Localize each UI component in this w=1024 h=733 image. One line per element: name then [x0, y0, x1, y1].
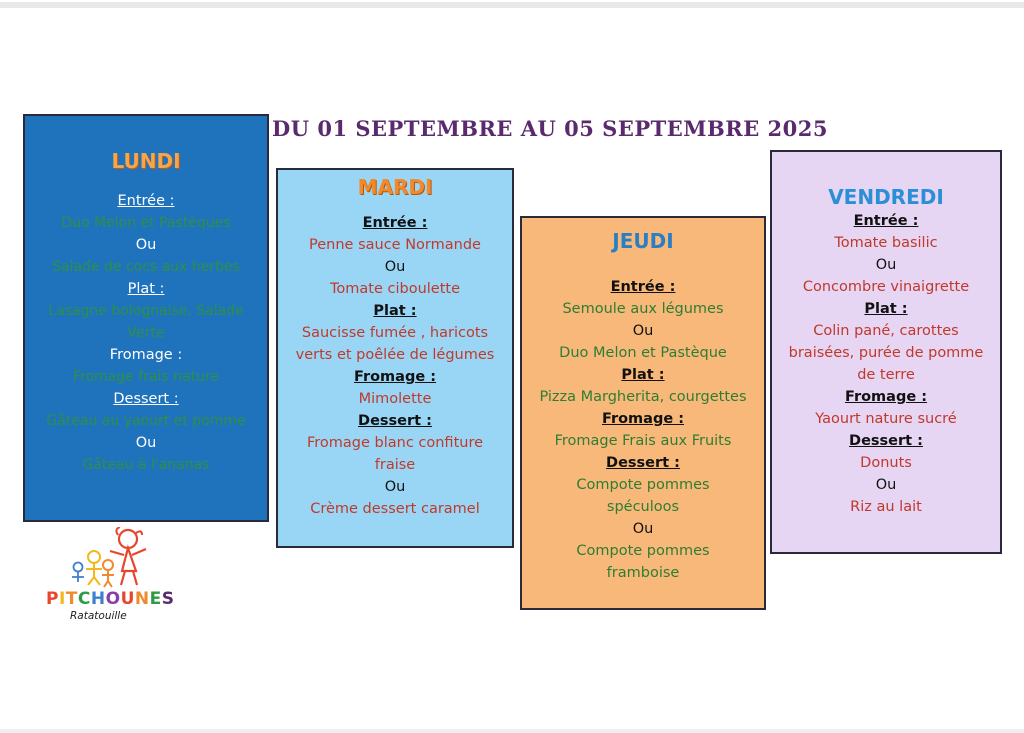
- dessert-label: Dessert :: [606, 455, 680, 471]
- day-name: LUNDI: [111, 149, 181, 173]
- dessert-item: spéculoos: [606, 499, 680, 515]
- or-separator: Ou: [632, 323, 654, 339]
- dessert-item: fraise: [374, 457, 416, 473]
- entree-label: Entrée :: [117, 193, 175, 209]
- plat-label: Plat :: [127, 281, 165, 297]
- dessert-item: framboise: [606, 565, 680, 581]
- plat-item: de terre: [857, 367, 915, 383]
- fromage-item: Fromage Frais aux Fruits: [554, 433, 732, 449]
- fromage-item: Mimolette: [358, 391, 432, 407]
- or-separator: Ou: [384, 479, 406, 495]
- children-drawing-icon: [66, 527, 158, 589]
- entree-item: Concombre vinaigrette: [802, 279, 970, 295]
- dessert-item: Compote pommes: [576, 543, 710, 559]
- fromage-label: Fromage :: [844, 389, 928, 405]
- dessert-label: Dessert :: [849, 433, 923, 449]
- plat-label: Plat :: [621, 367, 665, 383]
- logo-wordmark: PITCHOUNES: [46, 589, 175, 609]
- entree-item: Semoule aux légumes: [562, 301, 724, 317]
- plat-item: braisées, purée de pomme: [788, 345, 984, 361]
- or-separator: Ou: [384, 259, 406, 275]
- day-card-lundi: [23, 114, 269, 522]
- entree-item: Duo Melon et Pastèque: [559, 345, 727, 361]
- menu-title: DU 01 SEPTEMBRE AU 05 SEPTEMBRE 2025: [272, 116, 828, 141]
- or-separator: Ou: [875, 477, 897, 493]
- dessert-label: Dessert :: [113, 391, 179, 407]
- day-name: MARDI: [357, 175, 433, 199]
- entree-label: Entrée :: [610, 279, 676, 295]
- scan-edge-top: [0, 2, 1024, 8]
- day-card-vendredi: [770, 150, 1002, 554]
- dessert-item: Crème dessert caramel: [310, 501, 480, 517]
- entree-item: Salade de cocs aux herbes: [52, 259, 240, 275]
- entree-item: Duo Melon et Pastèques: [61, 215, 231, 231]
- dessert-item: Gâteau au yaourt et pomme: [46, 413, 246, 429]
- dessert-label: Dessert :: [358, 413, 432, 429]
- fromage-label: Fromage :: [601, 411, 685, 427]
- plat-item: Lasagne bolognaise, Salade: [48, 303, 244, 319]
- day-card-mardi: [276, 168, 514, 548]
- logo-subtitle: Ratatouille: [70, 610, 127, 622]
- day-name: JEUDI: [612, 229, 674, 253]
- dessert-item: Gâteau à l'ananas: [82, 457, 210, 473]
- dessert-item: Fromage blanc confiture: [306, 435, 484, 451]
- fromage-label: Fromage :: [109, 347, 183, 363]
- entree-item: Penne sauce Normande: [309, 237, 481, 253]
- plat-label: Plat :: [864, 301, 908, 317]
- entree-label: Entrée :: [362, 215, 428, 231]
- entree-label: Entrée :: [853, 213, 919, 229]
- plat-item: verts et poêlée de légumes: [295, 347, 495, 363]
- day-card-jeudi: [520, 216, 766, 610]
- fromage-label: Fromage :: [353, 369, 437, 385]
- or-separator: Ou: [875, 257, 897, 273]
- scan-edge-bottom: [0, 729, 1024, 733]
- entree-item: Tomate ciboulette: [330, 281, 460, 297]
- day-name: VENDREDI: [828, 185, 944, 209]
- pitchounes-logo: [46, 527, 176, 627]
- or-separator: Ou: [135, 435, 157, 451]
- plat-item: Pizza Margherita, courgettes: [539, 389, 747, 405]
- plat-item: Saucisse fumée , haricots: [301, 325, 489, 341]
- or-separator: Ou: [135, 237, 157, 253]
- plat-item: Verte: [127, 325, 165, 341]
- plat-label: Plat :: [373, 303, 417, 319]
- dessert-item: Riz au lait: [850, 499, 922, 515]
- fromage-item: Yaourt nature sucré: [815, 411, 957, 427]
- dessert-item: Compote pommes: [576, 477, 710, 493]
- or-separator: Ou: [632, 521, 654, 537]
- entree-item: Tomate basilic: [834, 235, 938, 251]
- dessert-item: Donuts: [860, 455, 912, 471]
- fromage-item: Fromage frais nature: [73, 369, 219, 385]
- plat-item: Colin pané, carottes: [813, 323, 959, 339]
